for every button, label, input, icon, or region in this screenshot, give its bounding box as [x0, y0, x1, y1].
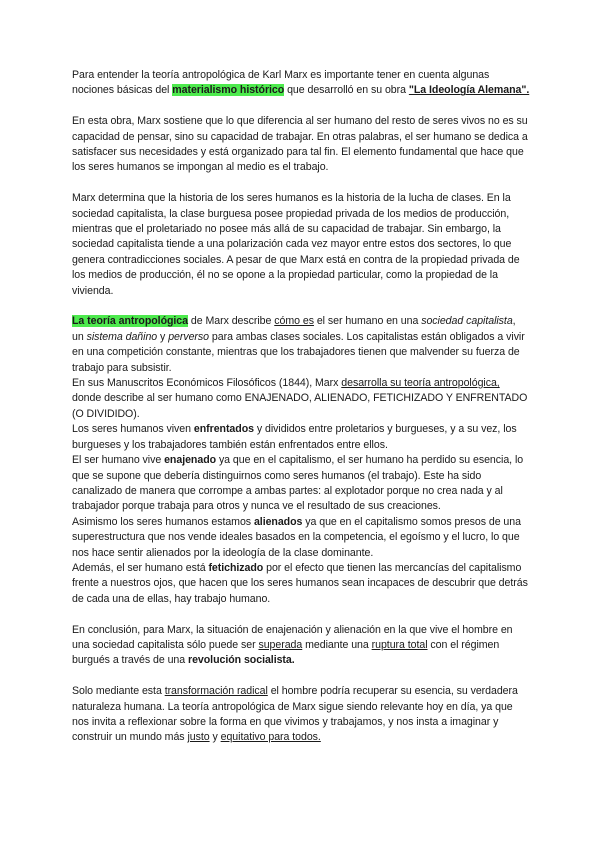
paragraph-final: Solo mediante esta transformación radical el hombre podría recuperar su esencia, su verdadera naturaleza humana. La teoría antropológica de Marx sigue siendo relevante hoy en día, ya que nos invita a reflexionar sobre la forma en que vivimos y trabajamos, y nos insta a imaginar y construir un mundo más justo y equitativo para todos.: [72, 685, 518, 744]
highlight-materialismo: materialismo histórico: [172, 84, 285, 97]
paragraph-enajenado: El ser humano vive enajenado ya que en el capitalismo, el ser humano ha perdido su esencia, lo que se supone que debería distinguirnos como seres humanos (el trabajo). Este ha sido canalizado de manera que corrompe a ambas partes: al explotador porque no crea nada y al trabajador porque trabaja para otros y nunca ve el resultado de sus creaciones.: [72, 454, 524, 513]
paragraph-intro: Para entender la teoría antropológica de Karl Marx es importante tener en cuenta algunas nociones básicas del materialismo histórico que desarrolló en su obra "La Ideología Alemana".: [72, 69, 530, 97]
paragraph-manuscritos: En sus Manuscritos Económicos Filosóficos (1844), Marx desarrolla su teoría antropológica, donde describe al ser humano como ENAJENADO, ALIENADO, FETICHIZADO Y ENFRENTADO (O DIVIDIDO).: [72, 377, 528, 420]
paragraph-trabajo: En esta obra, Marx sostiene que lo que diferencia al ser humano del resto de seres vivos no es su capacidad de pensar, sino su capacidad de trabajar. En otras palabras, el ser humano se dedica a satisfacer sus necesidades y está organizado para tal fin. El elemento fundamental que hace que los seres humanos se impongan al medio es el trabajo.: [72, 115, 528, 174]
paragraph-conclusion: En conclusión, para Marx, la situación de enajenación y alienación en la que vive el hombre en una sociedad capitalista sólo puede ser superada mediante una ruptura total con el régimen burgués a través de una revolución socialista.: [72, 623, 513, 667]
paragraph-teoria: La teoría antropológica de Marx describe cómo es el ser humano en una sociedad capitalista, un sistema dañino y perverso para ambas clases sociales. Los capitalistas están obligados a vivir en una competición constante, mientras que los trabajadores tienen que malvender su fuerza de trabajo para subsistir.: [72, 315, 525, 374]
book-title: "La Ideología Alemana".: [408, 84, 530, 97]
paragraph-lucha-clases: Marx determina que la historia de los seres humanos es la historia de la lucha de clases. En la sociedad capitalista, la clase burguesa posee propiedad privada de los medios de producción, mientras que el proletariado no posee más allá de su capacidad de trabajar. Sin embargo, la sociedad capitalista tiende a una polarización cada vez mayor entre estos dos sectores, lo que genera contradicciones sociales. A pesar de que Marx está en contra de la propiedad privada de los medios de producción, él no se opone a la propiedad particular, como la propiedad de la vivienda.: [72, 192, 520, 297]
paragraph-alienados: Asimismo los seres humanos estamos alienados ya que en el capitalismo somos presos de una superestructura que nos vende ideales basados en la competencia, el egoísmo y el lucro, lo que nos hace sentir alienados por la ideología de la clase dominante.: [72, 515, 521, 559]
paragraph-enfrentados: Los seres humanos viven enfrentados y divididos entre proletarios y burgueses, y a su vez, los burgueses y los trabajadores también están enfrentados entre ellos.: [72, 423, 517, 451]
highlight-teoria: La teoría antropológica: [72, 315, 188, 328]
paragraph-fetichizado: Además, el ser humano está fetichizado por el efecto que tienen las mercancías del capitalismo frente a nuestros ojos, que hacen que los seres humanos sean incapaces de descubrir que detrás de cada una de ellas, hay trabajo humano.: [72, 561, 528, 605]
